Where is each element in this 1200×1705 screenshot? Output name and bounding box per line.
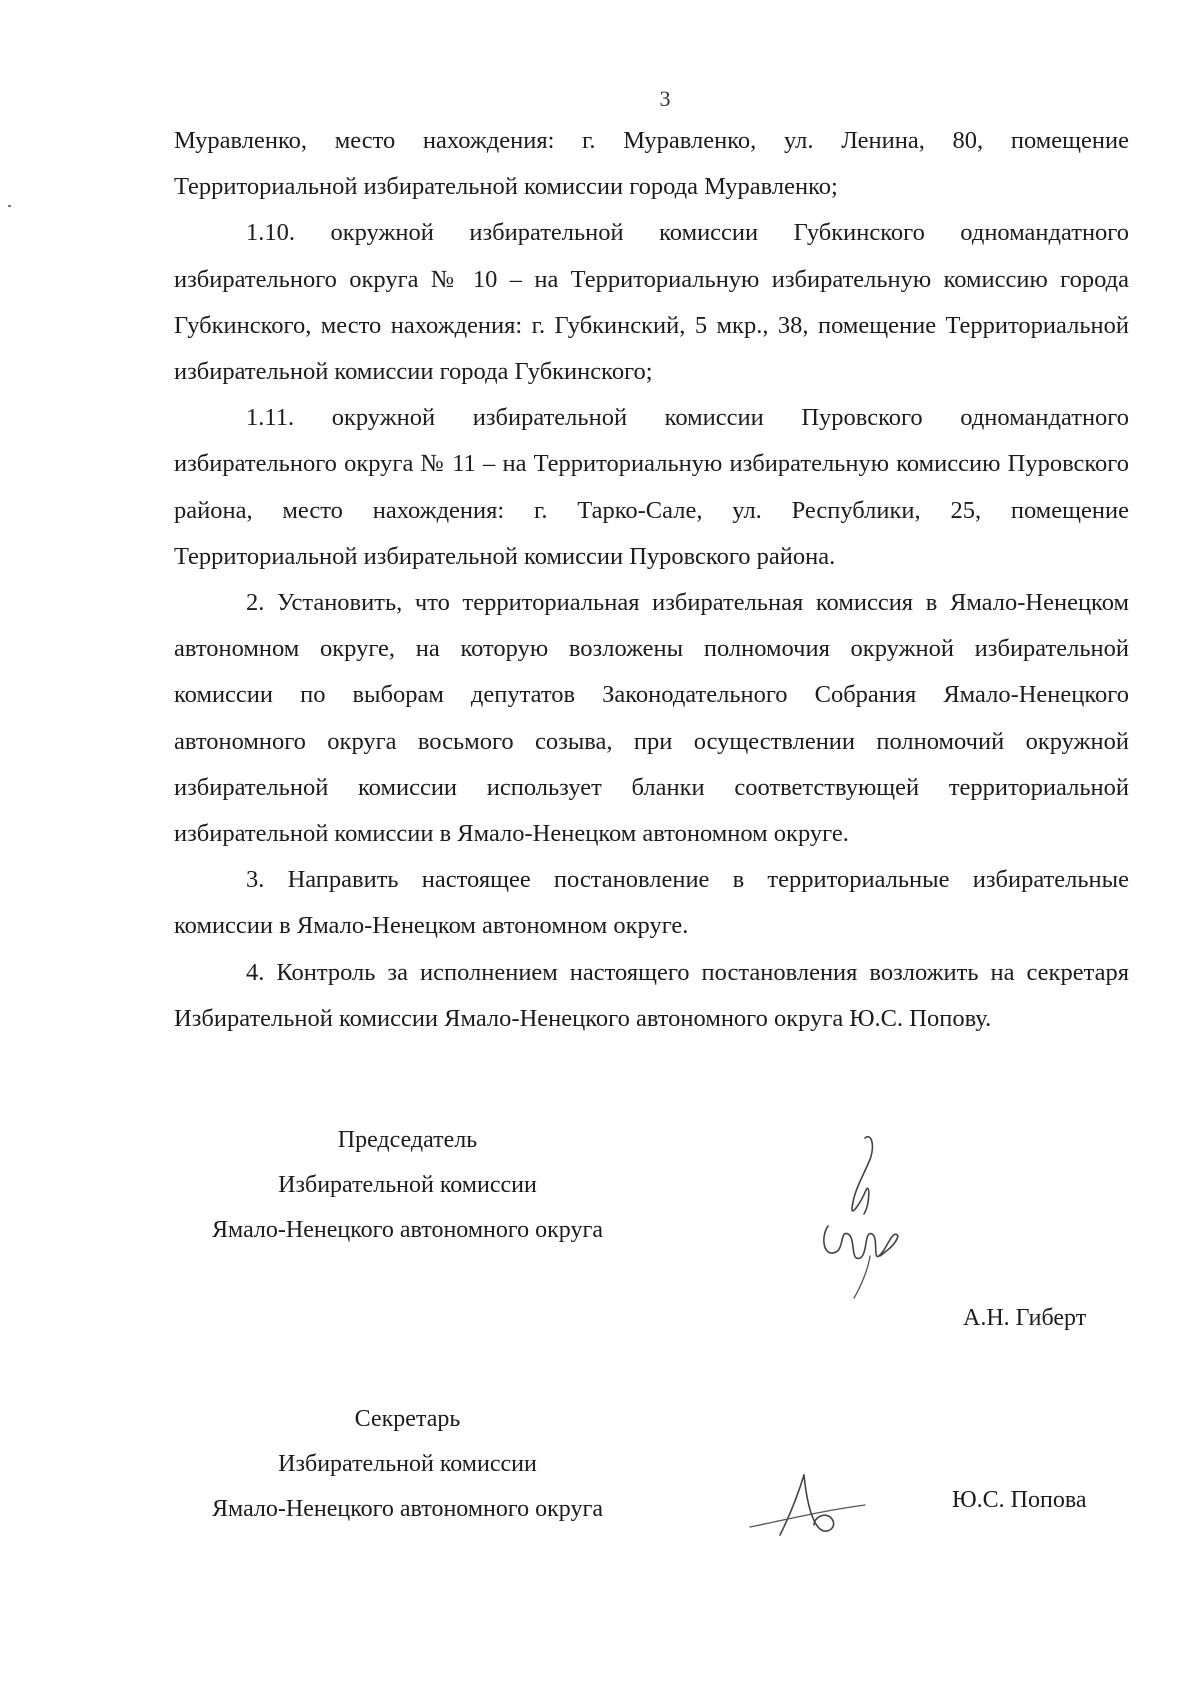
secretary-name: Ю.С. Попова xyxy=(952,1487,1087,1513)
chairman-title-line-1: Председатель xyxy=(337,1127,478,1153)
paragraph-1-11: 1.11. окружной избирательной комиссии Пуровского одномандатного избирательного округа № 11 – на Территориальную избирательную комиссию Пуровского района, место нахождения: г. Тарко-Сале, ул. Республики, 25, помещение Территориальной избирательной комиссии Пуровского района. xyxy=(174,404,1129,570)
secretary-signature xyxy=(740,1465,880,1555)
page-number: 3 xyxy=(659,86,671,111)
paragraph-2: 2. Установить, что территориальная избирательная комиссия в Ямало-Ненецком автономном округе, на которую возложены полномочия окружной избирательной комиссии по выборам депутатов Законодательного Собрания Ямало-Ненецкого автономного округа восьмого созыва, при осуществлении полномочий окружной избирательной комиссии использует бланки соответствующей территориальной избирательной комиссии в Ямало-Ненецком автономном округе. xyxy=(174,589,1129,848)
chairman-title-line-2: Избирательной комиссии xyxy=(278,1172,537,1198)
secretary-title-line-1: Секретарь xyxy=(354,1406,461,1432)
chairman-name: А.Н. Гиберт xyxy=(963,1305,1087,1331)
chairman-title-block xyxy=(180,1118,635,1253)
secretary-title-line-3: Ямало-Ненецкого автономного округа xyxy=(212,1496,603,1522)
chairman-title-line-3: Ямало-Ненецкого автономного округа xyxy=(212,1217,603,1243)
secretary-title-line-2: Избирательной комиссии xyxy=(278,1451,537,1477)
scan-speck xyxy=(8,205,11,207)
secretary-title-block xyxy=(180,1397,635,1532)
document-body xyxy=(174,118,1129,1042)
paragraph-1-10: 1.10. окружной избирательной комиссии Губкинского одномандатного избирательного округа № 10 – на Территориальную избирательную комиссию города Губкинского, место нахождения: г. Губкинский, 5 мкр., 38, помещение Территориальной избирательной комиссии города Губкинского; xyxy=(174,219,1129,386)
paragraph-continuation: Муравленко, место нахождения: г. Муравленко, ул. Ленина, 80, помещение Территориальной избирательной комиссии города Муравленко; xyxy=(174,127,1129,201)
paragraph-4: 4. Контроль за исполнением настоящего постановления возложить на секретаря Избирательной комиссии Ямало-Ненецкого автономного округа Ю.С. Попову. xyxy=(174,958,1129,1032)
chairman-signature xyxy=(810,1130,920,1305)
paragraph-3: 3. Направить настоящее постановление в территориальные избирательные комиссии в Ямало-Ненецком автономном округе. xyxy=(174,866,1129,940)
